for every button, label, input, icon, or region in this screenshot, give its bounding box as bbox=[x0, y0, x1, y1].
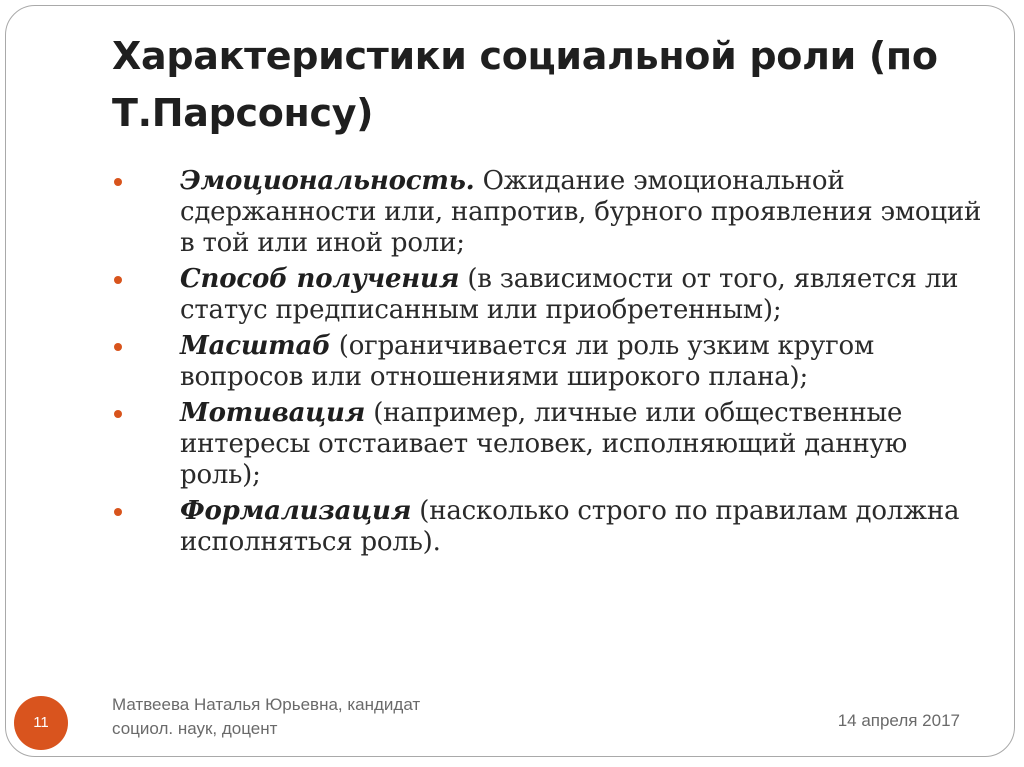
bullet-text: (насколько строго по правилам должна исполняться роль). bbox=[180, 496, 960, 557]
bullet-dot-icon bbox=[114, 508, 122, 516]
bullet-term: Масштаб bbox=[180, 331, 331, 361]
page-number-badge: 11 bbox=[14, 696, 68, 750]
bullet-list bbox=[110, 166, 990, 563]
author-line-1: Матвеева Наталья Юрьевна, кандидат bbox=[112, 695, 421, 714]
bullet-dot-icon bbox=[114, 178, 122, 186]
author-line-2: социол. наук, доцент bbox=[112, 719, 278, 738]
slide-title: Характеристики социальной роли (по Т.Парсонсу) bbox=[112, 34, 938, 135]
bullet-term: Мотивация bbox=[180, 398, 366, 428]
bullet-item-formalization bbox=[110, 496, 990, 558]
bullet-text: (ограничивается ли роль узким кругом вопросов или отношениями широкого плана); bbox=[180, 331, 875, 392]
bullet-text: (например, личные или общественные интересы отстаивает человек, исполняющий данную роль); bbox=[180, 398, 908, 490]
author-info bbox=[112, 693, 532, 741]
bullet-text: Ожидание эмоциональной сдержанности или, напротив, бурного проявления эмоций в той или иной роли; bbox=[180, 166, 982, 258]
slide-date: 14 апреля 2017 bbox=[837, 711, 960, 730]
bullet-dot-icon bbox=[114, 276, 122, 284]
bullet-term: Формализация bbox=[180, 496, 412, 526]
bullet-term: Способ получения bbox=[180, 264, 460, 294]
bullet-dot-icon bbox=[114, 343, 122, 351]
bullet-dot-icon bbox=[114, 410, 122, 418]
bullet-item-emotionality bbox=[110, 166, 990, 259]
bullet-term: Эмоциональность. bbox=[180, 166, 475, 196]
bullet-text: (в зависимости от того, является ли статус предписанным или приобретенным); bbox=[180, 264, 959, 325]
bullet-item-scale bbox=[110, 331, 990, 393]
bullet-item-motivation bbox=[110, 398, 990, 491]
bullet-item-acquisition-method bbox=[110, 264, 990, 326]
